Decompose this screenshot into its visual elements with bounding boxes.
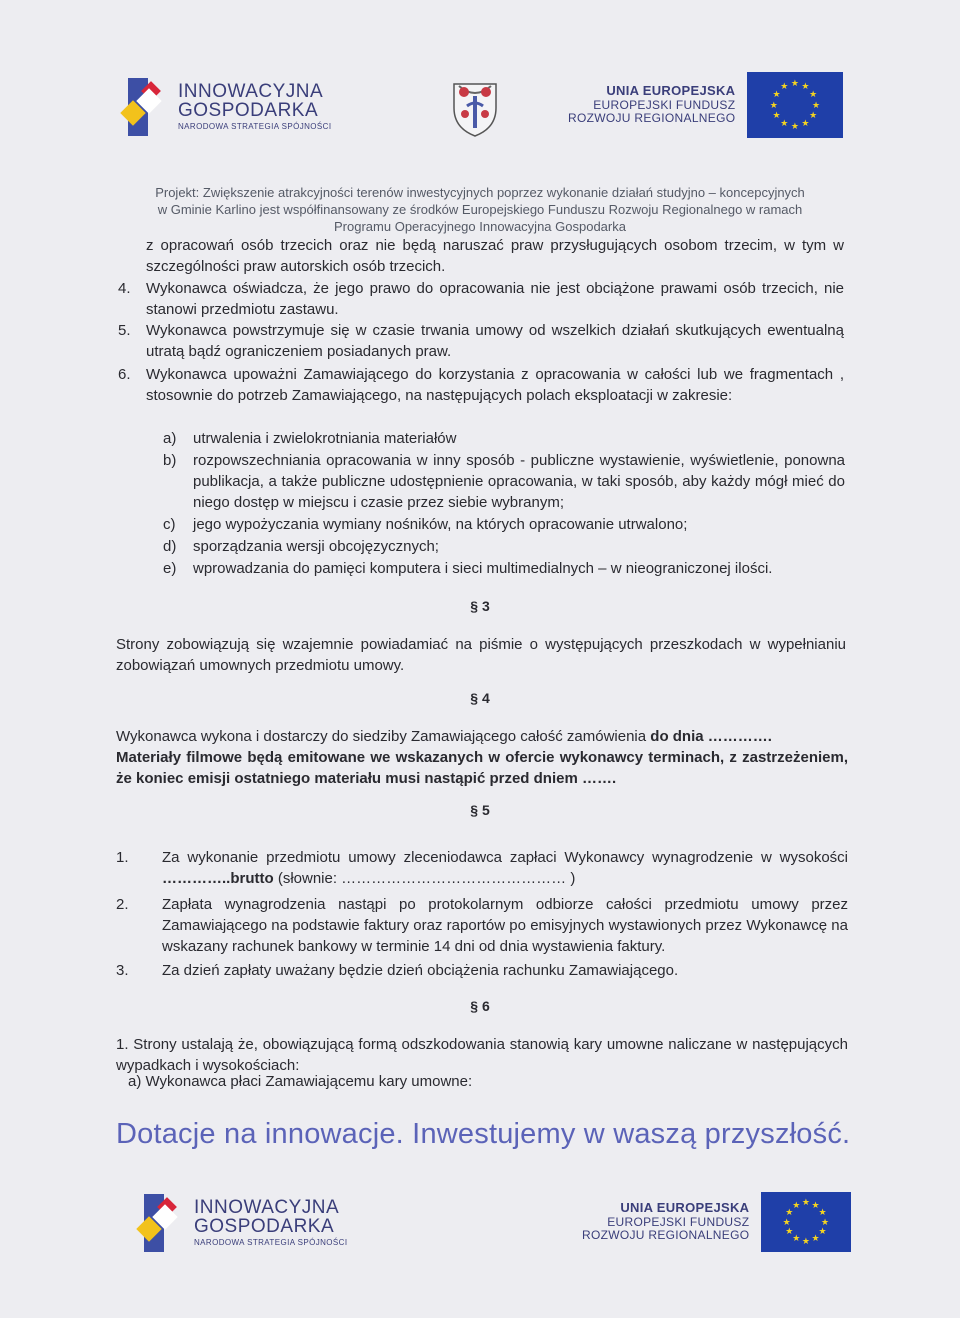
eu-star-icon: ★ (821, 1216, 830, 1227)
section-5-point-1-number: 1. (116, 849, 129, 866)
eu-star-icon: ★ (792, 1233, 801, 1244)
section-4-text-b: do dnia …………. (650, 728, 772, 745)
list-item-text: utrwalenia i zwielokrotniania materiałów (193, 430, 457, 447)
eu-star-icon: ★ (801, 81, 810, 92)
eu-line3: ROZWOJU REGIONALNEGO (582, 1228, 750, 1243)
eu-line1: UNIA EUROPEJSKA (620, 1199, 750, 1215)
section-5-point-1-text-a: Za wykonanie przedmiotu umowy zleceniodawca zapłaci Wykonawcy wynagrodzenie w wysokości (162, 849, 848, 866)
paragraph-5-number: 5. (118, 322, 131, 339)
eu-star-icon: ★ (780, 81, 789, 92)
ig-logo-line3: NARODOWA STRATEGIA SPÓJNOŚCI (178, 121, 332, 131)
eu-star-icon: ★ (801, 117, 810, 128)
list-item (163, 558, 845, 579)
section-5-point-3-text: Za dzień zapłaty uważany będzie dzień obciążenia rachunku Zamawiającego. (162, 962, 679, 979)
section-6-point-a: a) Wykonawca płaci Zamawiającemu kary umowne: (128, 1073, 473, 1090)
eu-line2: EUROPEJSKI FUNDUSZ (607, 1214, 750, 1229)
coat-of-arms-icon (450, 78, 500, 138)
project-note (110, 184, 850, 235)
eu-star-icon: ★ (801, 1235, 810, 1246)
ig-logo-mark-icon (138, 1190, 190, 1254)
eu-star-icon: ★ (811, 1233, 820, 1244)
paragraph-6 (118, 364, 844, 406)
list-item (163, 450, 845, 513)
project-line2: w Gminie Karlino jest współfinansowany ze środków Europejskiego Funduszu Rozwoju Regionalnego w ramach (157, 202, 803, 217)
paragraph-4-number: 4. (118, 280, 131, 297)
slogan: Dotacje na innowacje. Inwestujemy w waszą przyszłość. (116, 1118, 851, 1150)
list-item-text: jego wypożyczania wymiany nośników, na których opracowanie utrwalono; (193, 516, 688, 533)
header-innowacyjna-gospodarka-logo (122, 74, 331, 138)
ig-logo-line1: INNOWACYJNA (194, 1196, 340, 1218)
list-item (163, 536, 845, 557)
list-item (163, 428, 845, 449)
section-5-point-2 (116, 894, 848, 957)
project-line3: Programu Operacyjnego Innowacyjna Gospodarka (334, 219, 626, 234)
section-5-point-1-text-b: …………..brutto (162, 870, 274, 887)
section-5-heading: § 5 (470, 802, 490, 818)
section-4-text-c: Materiały filmowe będą emitowane we wskazanych w ofercie wykonawcy terminach, z zastrzeżeniem, że koniec emisji ostatniego materiału musi nastąpić przed dniem ……. (116, 749, 848, 787)
ig-logo-line2: GOSPODARKA (178, 99, 319, 121)
usage-list (163, 428, 845, 579)
eu-star-icon: ★ (785, 1206, 794, 1217)
section-3-text: Strony zobowiązują się wzajemnie powiadamiać na piśmie o występujących przeszkodach w wypełnianiu zobowiązań umownych przedmiotu umowy. (116, 636, 846, 674)
eu-star-icon: ★ (811, 99, 821, 110)
eu-line3: ROZWOJU REGIONALNEGO (568, 111, 736, 126)
eu-star-icon: ★ (790, 120, 799, 131)
section-5-point-1-text-c: (słownie: ……………………………………… ) (277, 870, 576, 887)
list-item-text: wprowadzania do pamięci komputera i sieci multimedialnych – w nieograniczonej ilości. (193, 560, 773, 577)
section-6-point-1: 1. Strony ustalają że, obowiązującą formą odszkodowania stanowią kary umowne naliczane w następujących wypadkach i wysokościach: (116, 1036, 848, 1074)
eu-star-icon: ★ (809, 88, 818, 99)
eu-star-icon: ★ (780, 117, 789, 128)
eu-star-icon: ★ (782, 1216, 791, 1227)
paragraph-6-number: 6. (118, 366, 131, 383)
eu-star-icon: ★ (769, 99, 778, 110)
eu-star-icon: ★ (772, 110, 781, 121)
eu-star-icon: ★ (785, 1226, 794, 1237)
list-item-label: e) (163, 560, 177, 577)
eu-line2: EUROPEJSKI FUNDUSZ (593, 97, 736, 112)
eu-flag-icon (747, 72, 843, 138)
paragraph-5-text: Wykonawca powstrzymuje się w czasie trwania umowy od wszelkich działań skutkujących ewentualną utratą bądź ograniczeniem posiadanych praw. (146, 322, 844, 360)
eu-line1: UNIA EUROPEJSKA (606, 82, 736, 98)
list-item-label: c) (163, 516, 176, 533)
eu-star-icon: ★ (818, 1226, 827, 1237)
eu-star-icon: ★ (792, 1199, 801, 1210)
section-5-point-1 (116, 847, 848, 889)
eu-star-icon: ★ (811, 1199, 820, 1210)
list-item-label: b) (163, 452, 177, 469)
section-4-text-a: Wykonawca wykona i dostarczy do siedziby Zamawiającego całość zamówienia (116, 728, 647, 745)
header-eu-block (568, 72, 843, 138)
footer-eu-block (582, 1192, 851, 1252)
section-3-heading: § 3 (470, 598, 490, 614)
section-4-text (116, 726, 848, 789)
project-line1: Projekt: Zwiększenie atrakcyjności terenów inwestycyjnych poprzez wykonanie działań studyjno – koncepcyjnych (155, 185, 805, 200)
list-item (163, 514, 845, 535)
section-5-point-2-text: Zapłata wynagrodzenia nastąpi po protokolarnym odbiorze całości przedmiotu umowy przez Zamawiającego na podstawie faktury oraz raportów po emisyjnych wystawionych przez Wykonawcę na wskazany rachunek bankowy w terminie 14 dni od dnia wystawienia faktury. (162, 896, 848, 955)
list-item-text: sporządzania wersji obcojęzycznych; (193, 538, 439, 555)
list-item-text: rozpowszechniania opracowania w inny sposób - publiczne wystawienie, wyświetlenie, ponowna publikacja, a także publiczne udostępnienie opracowania, w taki sposób, aby każdy mógł mieć do niego dostęp w miejscu i czasie przez siebie wybranym; (193, 452, 845, 511)
list-item-label: a) (163, 430, 177, 447)
section-4-heading: § 4 (470, 690, 490, 706)
eu-star-icon: ★ (772, 88, 781, 99)
ig-logo-line1: INNOWACYJNA (178, 80, 324, 102)
ig-logo-mark-icon (122, 74, 174, 138)
ig-logo-line2: GOSPODARKA (194, 1215, 335, 1237)
continued-paragraph: z opracowań osób trzecich oraz nie będą naruszać praw przysługujących osobom trzecim, w tym w szczególności praw autorskich osób trzecich. (146, 237, 844, 275)
list-item-label: d) (163, 538, 177, 555)
paragraph-6-text: Wykonawca upoważni Zamawiającego do korzystania z opracowania w całości lub we fragmentach , stosownie do potrzeb Zamawiającego, na następujących polach eksploatacji w zakresie: (146, 366, 844, 404)
ig-logo-line3: NARODOWA STRATEGIA SPÓJNOŚCI (194, 1237, 348, 1247)
section-6-heading: § 6 (470, 998, 490, 1014)
paragraph-5 (118, 320, 844, 362)
eu-flag-icon (761, 1192, 851, 1252)
section-5-point-2-number: 2. (116, 896, 129, 913)
section-5-point-3 (116, 960, 848, 981)
eu-star-icon: ★ (801, 1197, 810, 1208)
footer-innowacyjna-gospodarka-logo (138, 1190, 347, 1254)
eu-star-icon: ★ (790, 78, 799, 89)
section-5-point-3-number: 3. (116, 962, 129, 979)
paragraph-4-text: Wykonawca oświadcza, że jego prawo do opracowania nie jest obciążone prawami osób trzecich, nie stanowi przedmiotu zastawu. (146, 280, 844, 318)
paragraph-4 (118, 278, 844, 320)
eu-star-icon: ★ (809, 110, 818, 121)
eu-star-icon: ★ (818, 1206, 827, 1217)
